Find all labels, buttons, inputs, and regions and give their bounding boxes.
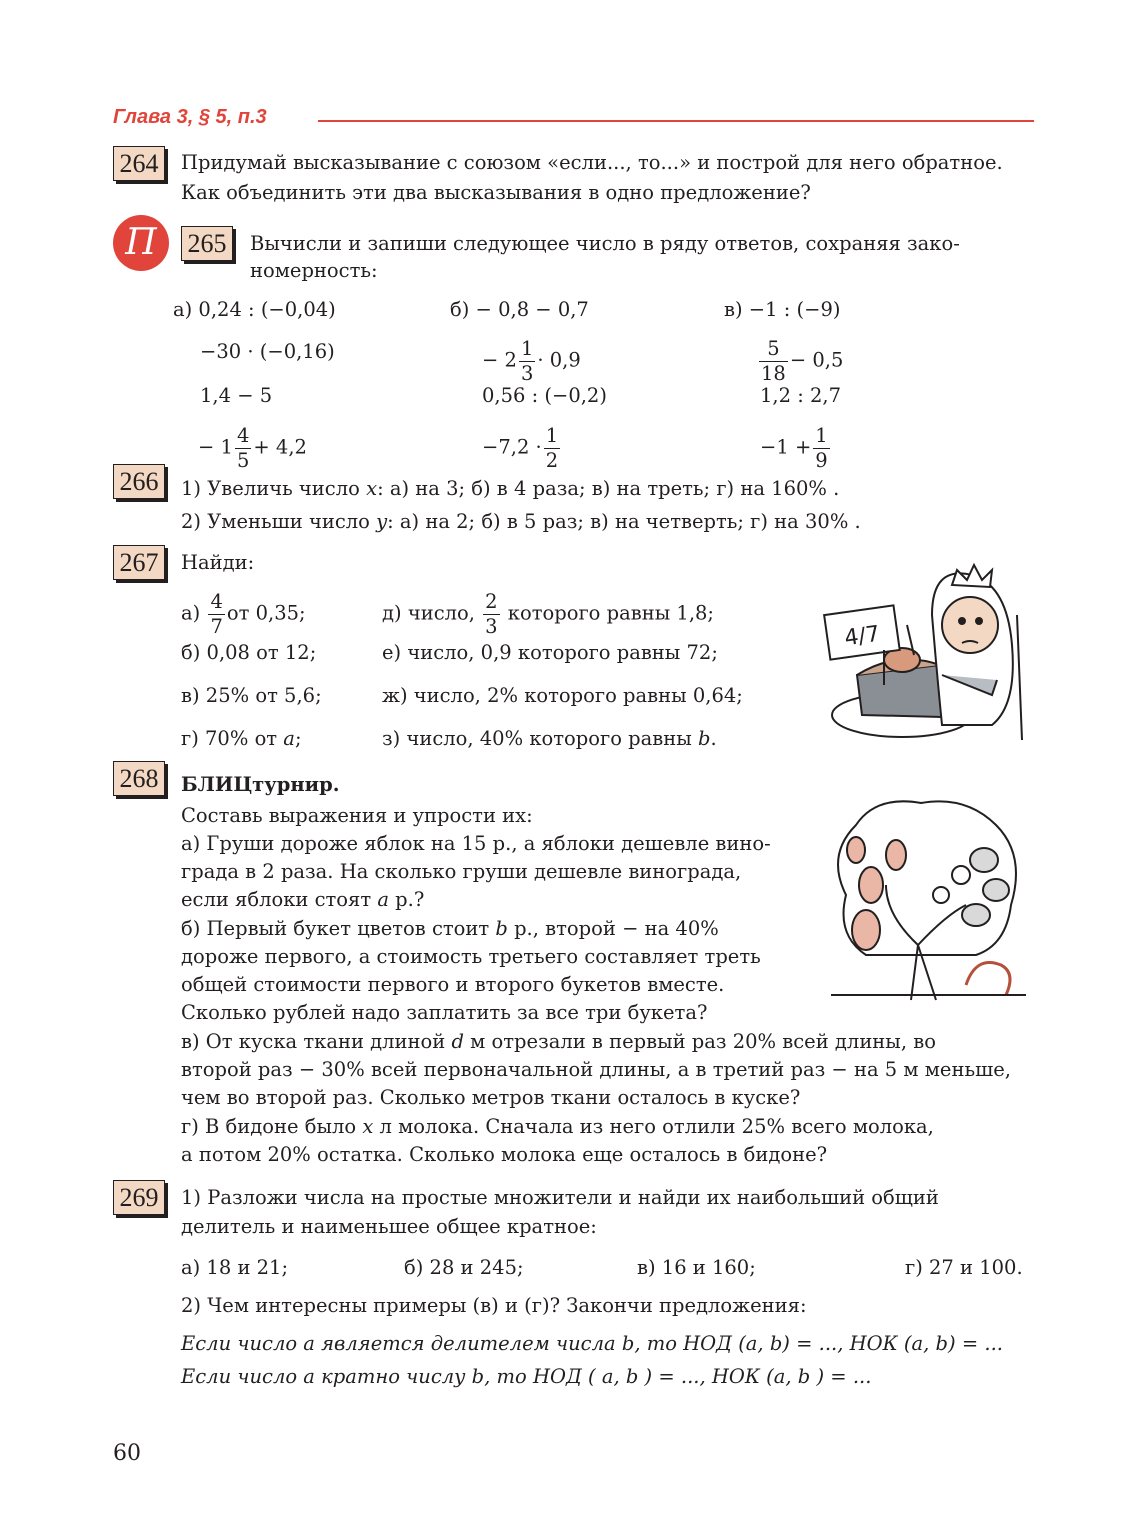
- p269-l5: Если число a кратно числу b, то НОД ( a, b ) = ..., НОК (a, b ) = ...: [181, 1365, 872, 1388]
- p265-line2: номерность:: [250, 259, 378, 282]
- problem-number-268: 268: [113, 761, 165, 796]
- p268-l1: Составь выражения и упрости их:: [181, 804, 533, 827]
- p269-l3: 2) Чем интересны примеры (в) и (г)? Закончи предложения:: [181, 1294, 807, 1317]
- p269-a: а) 18 и 21;: [181, 1256, 289, 1279]
- p268-l12: г) В бидоне было x л молока. Сначала из него отлили 25% всего молока,: [181, 1115, 934, 1138]
- p268-title: БЛИЦтурнир.: [181, 773, 340, 796]
- p265-c3: 1,2 : 2,7: [760, 384, 841, 407]
- queen-cake-illustration: [822, 555, 1032, 747]
- p267-g: г) 70% от a;: [181, 727, 302, 750]
- p269-b: б) 28 и 245;: [404, 1256, 524, 1279]
- p265-line1: Вычисли и запиши следующее число в ряду ответов, сохраняя зако-: [250, 232, 960, 255]
- p267-d: д) число, $\frac{2}{3}$ которого равны 1,8;: [382, 590, 714, 638]
- p269-v: в) 16 и 160;: [637, 1256, 756, 1279]
- p268-l5: б) Первый букет цветов стоит b р., второй − на 40%: [181, 917, 719, 940]
- problem-number-264: 264: [113, 146, 165, 181]
- p267-zh: ж) число, 2% которого равны 0,64;: [382, 684, 743, 707]
- p265-b3: 0,56 : (−0,2): [482, 384, 607, 407]
- p268-l6: дороже первого, а стоимость третьего составляет треть: [181, 945, 761, 968]
- p267-b: б) 0,08 от 12;: [181, 641, 317, 664]
- p269-l4: Если число a является делителем числа b, то НОД (a, b) = ..., НОК (a, b) = ...: [181, 1332, 1003, 1355]
- p265-b1: б) − 0,8 − 0,7: [450, 298, 589, 321]
- p269-l2: делитель и наименьшее общее кратное:: [181, 1215, 597, 1238]
- svg-text:4/7: 4/7: [842, 621, 882, 652]
- p268-l4: если яблоки стоят a р.?: [181, 888, 425, 911]
- p266-line1: 1) Увеличь число x: а) на 3; б) в 4 раза; в) на треть; г) на 160% .: [181, 477, 840, 500]
- p269-g: г) 27 и 100.: [905, 1256, 1023, 1279]
- p265-c1: в) −1 : (−9): [724, 298, 841, 321]
- p269-l1: 1) Разложи числа на простые множители и найди их наибольший общий: [181, 1186, 939, 1209]
- p264-line1: Придумай высказывание с союзом «если..., то...» и построй для него обратное.: [181, 151, 1003, 174]
- p265-a3: 1,4 − 5: [200, 384, 273, 407]
- p268-l13: а потом 20% остатка. Сколько молока еще осталось в бидоне?: [181, 1143, 828, 1166]
- p265-a2: −30 · (−0,16): [200, 340, 335, 363]
- chapter-header: Глава 3, § 5, п.3: [113, 106, 267, 128]
- p268-l2: а) Груши дороже яблок на 15 р., а яблоки дешевле вино-: [181, 832, 771, 855]
- p264-line2: Как объединить эти два высказывания в одно предложение?: [181, 181, 811, 204]
- p-badge-icon: П: [113, 215, 169, 271]
- p268-l11: чем во второй раз. Сколько метров ткани осталось в куске?: [181, 1086, 801, 1109]
- problem-number-267: 267: [113, 545, 165, 580]
- p268-l3: града в 2 раза. На сколько груши дешевле винограда,: [181, 860, 742, 883]
- p268-l10: второй раз − 30% всей первоначальной длины, а в третий раз − на 5 м меньше,: [181, 1058, 1011, 1081]
- p268-l8: Сколько рублей надо заплатить за все три букета?: [181, 1001, 708, 1024]
- p267-e: е) число, 0,9 которого равны 72;: [382, 641, 718, 664]
- p265-a4: − 1 $\frac{4}{5}$ + 4,2: [198, 424, 307, 472]
- p267-a: а) $\frac{4}{7}$ от 0,35;: [181, 590, 306, 638]
- header-rule: [318, 120, 1034, 122]
- p265-a1: а) 0,24 : (−0,04): [173, 298, 336, 321]
- p268-l9: в) От куска ткани длиной d м отрезали в первый раз 20% всей длины, во: [181, 1030, 936, 1053]
- page-number: 60: [113, 1441, 141, 1466]
- p268-l7: общей стоимости первого и второго букетов вместе.: [181, 973, 725, 996]
- p265-c4: −1 + $\frac{1}{9}$: [760, 424, 828, 472]
- problem-number-269: 269: [113, 1180, 165, 1215]
- fruit-tree-illustration: [826, 795, 1031, 1005]
- p267-v: в) 25% от 5,6;: [181, 684, 322, 707]
- p267-title: Найди:: [181, 551, 255, 574]
- p265-b2: − 2 $\frac{1}{3}$ · 0,9: [482, 337, 581, 385]
- p265-b4: −7,2 · $\frac{1}{2}$: [482, 424, 559, 472]
- p265-c2: $\frac{5}{18}$ − 0,5: [761, 337, 844, 385]
- p266-line2: 2) Уменьши число y: а) на 2; б) в 5 раз; в) на четверть; г) на 30% .: [181, 510, 861, 533]
- problem-number-265: 265: [181, 226, 233, 261]
- problem-number-266: 266: [113, 464, 165, 499]
- p267-z: з) число, 40% которого равны b.: [382, 727, 717, 750]
